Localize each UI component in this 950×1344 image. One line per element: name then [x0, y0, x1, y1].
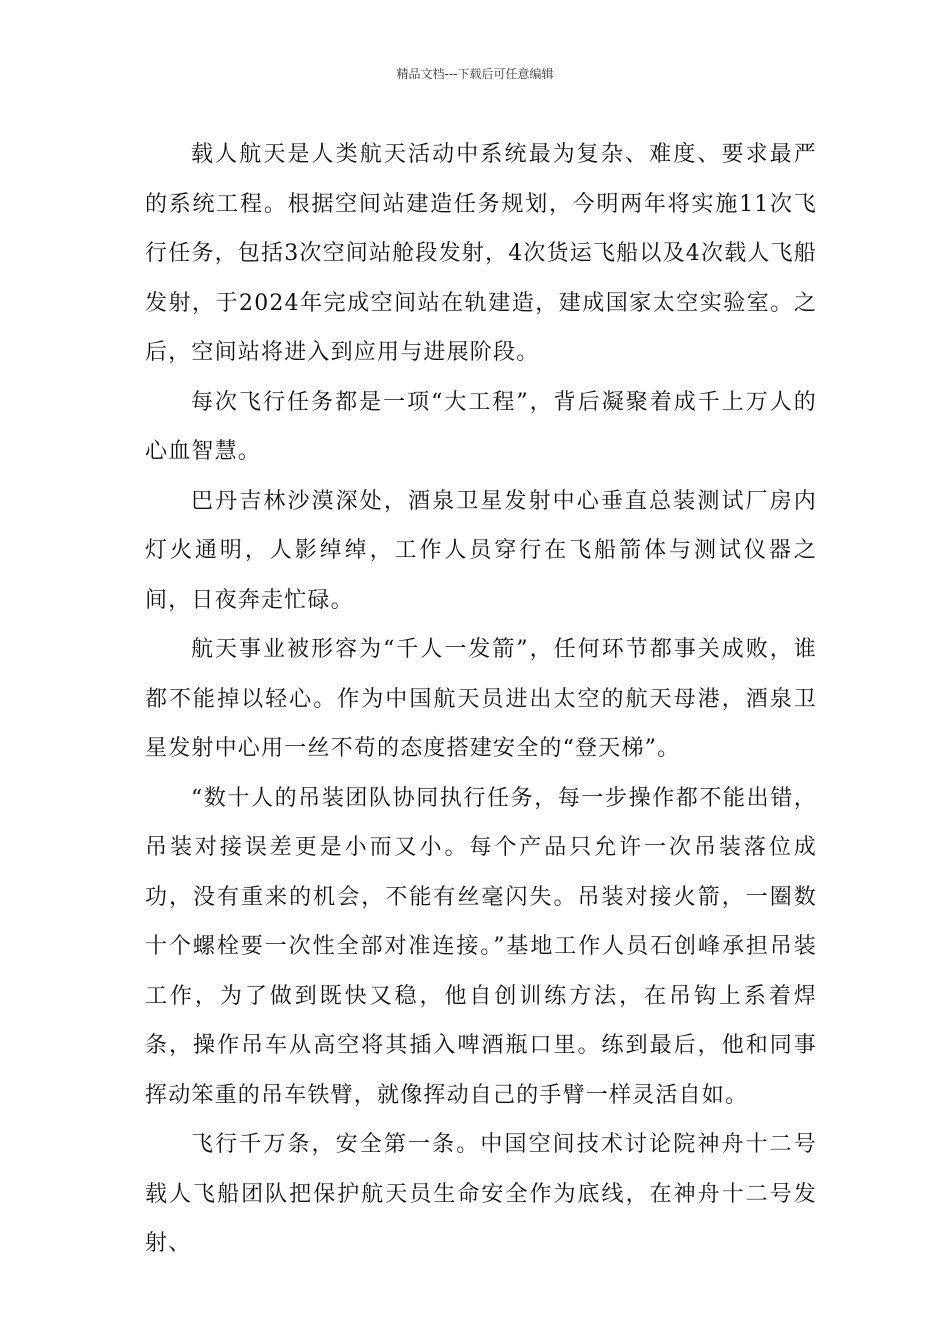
paragraph-3: 巴丹吉林沙漠深处，酒泉卫星发射中心垂直总装测试厂房内灯火通明，人影绰绰，工作人员穿行在飞船箭体与测试仪器之间，日夜奔走忙碌。	[145, 488, 817, 613]
document-body	[145, 130, 817, 1269]
paragraph-6: 飞行千万条，安全第一条。中国空间技术讨论院神舟十二号载人飞船团队把保护航天员生命安全作为底线，在神舟十二号发射、	[145, 1132, 817, 1256]
paragraph-4: 航天事业被形容为“千人一发箭”，任何环节都事关成败，谁都不能掉以轻心。作为中国航天员进出太空的航天母港，酒泉卫星发射中心用一丝不苟的态度搭建安全的“登天梯”。	[145, 637, 817, 761]
paragraph-1: 载人航天是人类航天活动中系统最为复杂、难度、要求最严的系统工程。根据空间站建造任务规划，今明两年将实施11次飞行任务，包括3次空间站舱段发射，4次货运飞船以及4次载人飞船发射，于2024年完成空间站在轨建造，建成国家太空实验室。之后，空间站将进入到应用与进展阶段。	[145, 142, 817, 365]
page-header: 精品文档---下载后可任意编辑	[396, 67, 554, 81]
paragraph-2: 每次飞行任务都是一项“大工程”，背后凝聚着成千上万人的心血智慧。	[145, 389, 817, 464]
paragraph-5: “数十人的吊装团队协同执行任务，每一步操作都不能出错，吊装对接误差更是小而又小。每个产品只允许一次吊装落位成功，没有重来的机会，不能有丝毫闪失。吊装对接火箭，一圈数十个螺栓要一次性全部对准连接。”基地工作人员石创峰承担吊装工作，为了做到既快又稳，他自创训练方法，在吊钩上系着焊条，操作吊车从高空将其插入啤酒瓶口里。练到最后，他和同事挥动笨重的吊车铁臂，就像挥动自己的手臂一样灵活自如。	[145, 785, 817, 1108]
